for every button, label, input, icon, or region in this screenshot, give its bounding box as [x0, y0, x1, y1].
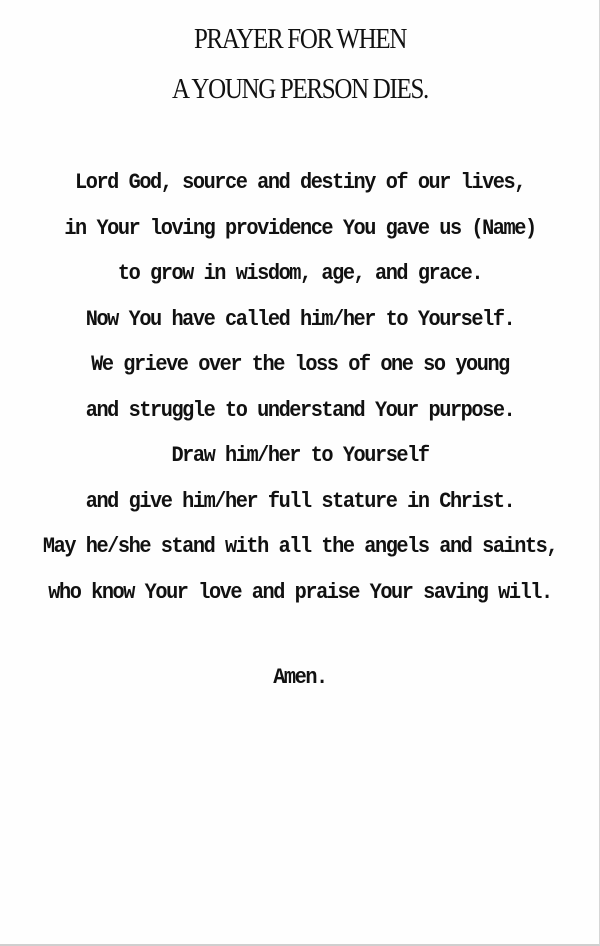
- prayer-line: Draw him/her to Yourself: [171, 442, 429, 468]
- prayer-line: Lord God, source and destiny of our lives,: [75, 169, 525, 195]
- prayer-line: to grow in wisdom, age, and grace.: [117, 260, 483, 286]
- prayer-line: and struggle to understand Your purpose.: [85, 396, 515, 423]
- prayer-closing: Amen.: [273, 664, 327, 690]
- prayer-line: Now You have called him/her to Yourself.: [85, 305, 515, 332]
- prayer-title: [42, 14, 558, 114]
- prayer-line: We grieve over the loss of one so young: [91, 351, 509, 377]
- prayer-line: May he/she stand with all the angels and saints,: [42, 533, 558, 559]
- prayer-line: and give him/her full stature in Christ.: [85, 487, 515, 514]
- prayer-line: in Your loving providence You gave us (Name): [64, 214, 536, 241]
- prayer-line: who know Your love and praise Your saving will.: [48, 578, 552, 605]
- prayer-body: [30, 160, 570, 615]
- title-line: A YOUNG PERSON DIES.: [172, 73, 428, 105]
- title-line: PRAYER FOR WHEN: [193, 23, 407, 55]
